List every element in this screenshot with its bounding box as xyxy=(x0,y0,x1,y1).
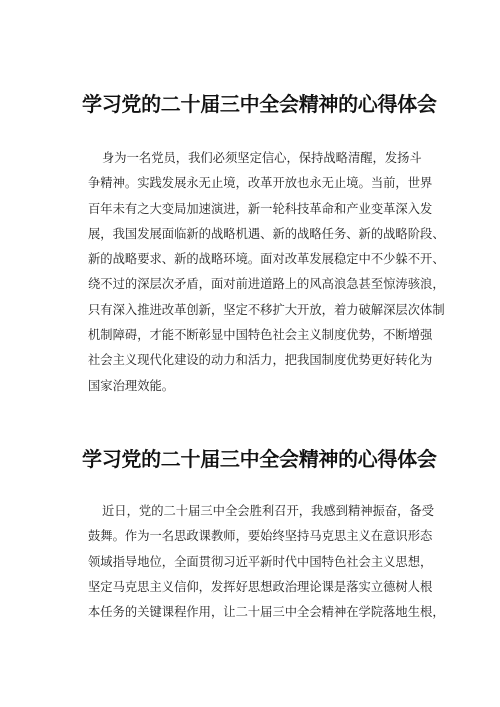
body-line: 领域指导地位，全面贯彻习近平新时代中国特色社会主义思想， xyxy=(88,554,433,569)
body-line: 百年未有之大变局加速演进，新一轮科技革命和产业变革深入发 xyxy=(88,201,433,216)
body-line: 只有深入推进改革创新，坚定不移扩大开放，着力破解深层次体制 xyxy=(88,302,445,317)
body-line: 鼓舞。作为一名思政课教师，要始终坚持马克思主义在意识形态 xyxy=(88,529,433,544)
body-line: 展，我国发展面临新的战略机遇、新的战略任务、新的战略阶段、 xyxy=(88,226,445,241)
body-line: 近日，党的二十届三中全会胜利召开，我感到精神振奋，备受 xyxy=(102,504,435,518)
body-line: 绕不过的深层次矛盾，面对前进道路上的风高浪急甚至惊涛骇浪， xyxy=(88,277,445,292)
body-line: 身为一名党员，我们必须坚定信心，保持战略清醒，发扬斗 xyxy=(102,151,422,165)
section-title: 学习党的二十届三中全会精神的心得体会 xyxy=(82,92,437,116)
body-line: 社会主义现代化建设的动力和活力，把我国制度优势更好转化为 xyxy=(88,353,433,368)
body-line: 机制障碍，才能不断彰显中国特色社会主义制度优势，不断增强 xyxy=(88,328,433,343)
body-line: 争精神。实践发展永无止境，改革开放也永无止境。当前，世界 xyxy=(88,176,433,191)
body-line: 新的战略要求、新的战略环境。面对改革发展稳定中不少躲不开、 xyxy=(88,252,445,267)
body-line: 坚定马克思主义信仰，发挥好思想政治理论课是落实立德树人根 xyxy=(88,579,433,594)
section-body xyxy=(88,499,445,625)
body-line: 国家治理效能。 xyxy=(88,378,175,393)
body-line: 本任务的关键课程作用，让二十届三中全会精神在学院落地生根， xyxy=(88,605,445,620)
essay-section-1 xyxy=(82,90,445,399)
essay-section-2 xyxy=(82,445,445,625)
section-title: 学习党的二十届三中全会精神的心得体会 xyxy=(82,447,437,471)
section-body xyxy=(88,146,445,399)
